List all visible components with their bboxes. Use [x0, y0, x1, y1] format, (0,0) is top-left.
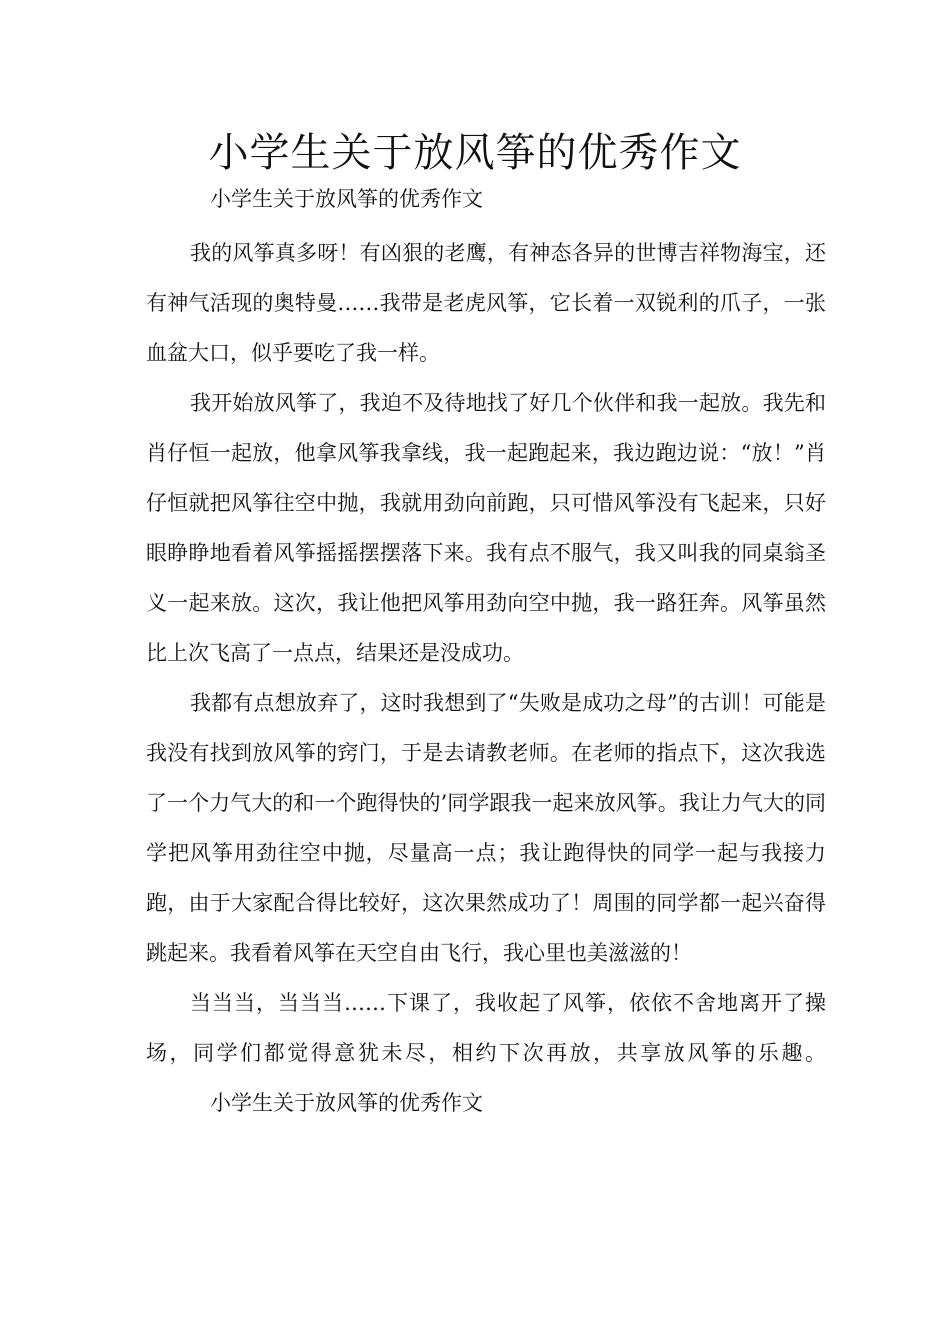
document-subtitle: 小学生关于放风筝的优秀作文: [210, 187, 483, 211]
paragraph-3: 我都有点想放弃了，这时我想到了“失败是成功之母”的古训！可能是我没有找到放风筝的窍门，于是去请教老师。在老师的指点下，这次我选了一个力气大的和一个跑得快的’同学跟我一起来放风筝。我让力气大的同学把风筝用劲往空中抛，尽量高一点；我让跑得快的同学一起与我接力跑，由于大家配合得比较好，这次果然成功了！周围的同学都一起兴奋得跳起来。我看着风筝在天空自由飞行，我心里也美滋滋的！: [146, 691, 826, 965]
paragraph-4: [146, 978, 826, 1128]
paragraph-2: 我开始放风筝了，我迫不及待地找了好几个伙伴和我一起放。我先和肖仔恒一起放，他拿风筝我拿线，我一起跑起来，我边跑边说：“放！”肖仔恒就把风筝往空中抛，我就用劲向前跑，只可惜风筝没有飞起来，只好眼睁睁地看着风筝摇摇摆摆落下来。我有点不服气，我又叫我的同桌翁圣义一起来放。这次，我让他把风筝用劲向空中抛，我一路狂奔。风筝虽然比上次飞高了一点点，结果还是没成功。: [146, 391, 826, 665]
document-title: 小学生关于放风筝的优秀作文: [208, 130, 742, 176]
paragraph-4-text: 当当当，当当当……下课了，我收起了风筝，依依不舍地离开了操场，同学们都觉得意犹未尽，相约下次再放，共享放风筝的乐趣。: [146, 991, 826, 1065]
paragraph-1: 我的风筝真多呀！有凶狠的老鹰，有神态各异的世博吉祥物海宝，还有神气活现的奥特曼……我带是老虎风筝，它长着一双锐利的爪子，一张血盆大口，似乎要吃了我一样。: [146, 241, 826, 365]
trailing-title: 小学生关于放风筝的优秀作文: [210, 1091, 483, 1115]
essay-body: [146, 228, 826, 1128]
